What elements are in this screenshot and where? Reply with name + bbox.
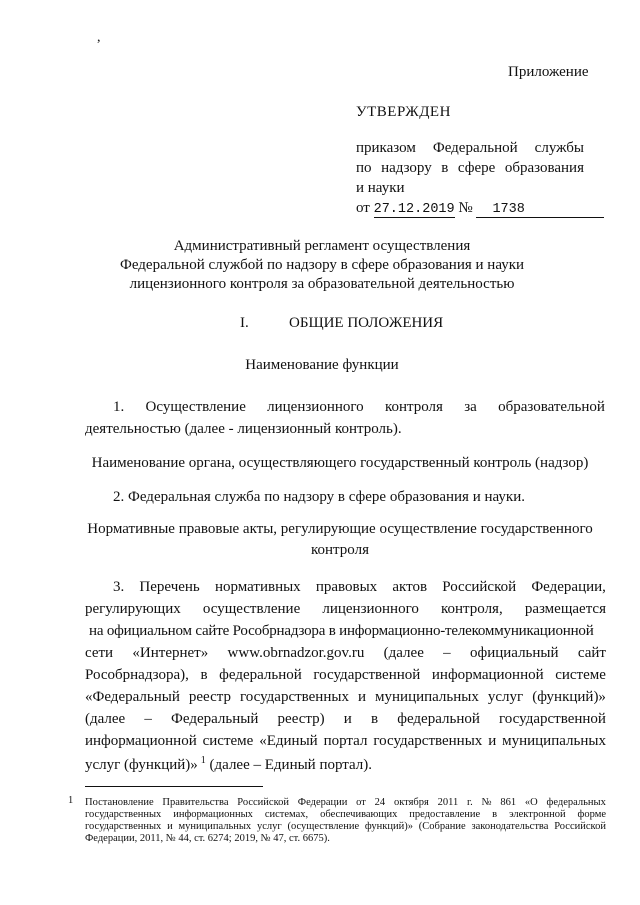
order-word: надзору: [381, 160, 432, 176]
order-date: 27.12.2019: [373, 202, 455, 217]
word: контроля,: [440, 601, 503, 617]
word: Федерации: [297, 797, 348, 808]
word: и: [357, 689, 366, 705]
word: государственных: [85, 821, 162, 832]
word: (осуществление: [287, 821, 360, 832]
word: муниципальных: [502, 733, 606, 749]
footnote-reference: 1: [200, 755, 206, 766]
word: и: [167, 821, 173, 832]
word: Федерации,: [531, 579, 606, 595]
word: реестр): [277, 711, 325, 727]
number-sign: №: [458, 200, 473, 216]
word: государственных: [239, 689, 349, 705]
word: электронной: [509, 809, 566, 820]
word: –: [443, 645, 451, 661]
word: информационной: [431, 667, 544, 683]
subheading-function-name: Наименование функции: [245, 357, 399, 373]
word: Постановление: [85, 797, 154, 808]
word: портал: [323, 733, 368, 749]
from-label: от: [356, 200, 370, 216]
word: г.: [467, 797, 473, 808]
word: информационной: [85, 733, 197, 749]
word: Российской: [237, 797, 290, 808]
word: «О: [524, 797, 538, 808]
section-number: I.: [240, 315, 249, 331]
para3-line-3: на официальном сайте Рособрнадзора в информационно-телекоммуникационной: [89, 623, 594, 639]
para3-line-1: [113, 579, 606, 596]
word: контроля: [384, 399, 443, 415]
para1-line-1: [113, 399, 605, 416]
footnote-line-2: [85, 809, 606, 821]
para3-line-6: [85, 689, 606, 706]
text-run: (далее – Единый портал).: [205, 757, 373, 773]
order-line-3: и науки: [356, 180, 405, 196]
word: государственных: [373, 733, 483, 749]
word: (Собрание: [418, 821, 466, 832]
word: –: [144, 711, 152, 727]
para3-line-4: [85, 645, 606, 662]
doc-title-line-3: лицензионного контроля за образовательной деятельностью: [129, 276, 515, 292]
word: «Единый: [259, 733, 318, 749]
scan-speck: ,: [97, 30, 101, 45]
order-date-line: [356, 200, 586, 218]
footnote-separator: [85, 786, 263, 787]
word: государственной: [499, 711, 606, 727]
word: реестр: [188, 689, 231, 705]
word: за: [464, 399, 477, 415]
appendix-label: Приложение: [508, 64, 589, 80]
word: осуществление: [202, 601, 301, 617]
word: и: [488, 733, 497, 749]
word: регулирующих: [85, 601, 181, 617]
section-title: ОБЩИЕ ПОЛОЖЕНИЯ: [289, 315, 444, 331]
website-url: www.obrnadzor.gov.ru: [227, 645, 365, 661]
word: информационных: [173, 809, 253, 820]
word: услуг: [487, 689, 524, 705]
approved-label: УТВЕРЖДЕН: [356, 104, 451, 120]
word: лицензионного: [322, 601, 419, 617]
word: в: [370, 711, 379, 727]
para1-line-2: деятельностью (далее - лицензионный контроль).: [85, 421, 402, 437]
word: муниципальных: [178, 821, 252, 832]
word: №: [481, 797, 492, 808]
word: (далее: [85, 711, 126, 727]
word: системе: [555, 667, 606, 683]
word: (функций)»: [532, 689, 606, 705]
word: Перечень: [139, 579, 200, 595]
word: и: [343, 711, 352, 727]
word: сети: [85, 645, 114, 661]
word: официальный: [469, 645, 559, 661]
word: муниципальных: [375, 689, 479, 705]
word: Российской: [442, 579, 517, 595]
footnote-line-4: Федерации, 2011, № 44, ст. 6274; 2019, № 47, ст. 6675).: [85, 833, 330, 844]
subheading-legal-acts-line-1: Нормативные правовые акты, регулирующие осуществление государственного: [87, 521, 593, 537]
word: сайт: [577, 645, 606, 661]
word: предоставление: [409, 809, 481, 820]
subheading-authority: Наименование органа, осуществляющего государственный контроль (надзор): [91, 455, 589, 471]
word: октября: [393, 797, 429, 808]
word: «Интернет»: [132, 645, 209, 661]
word: 2011: [437, 797, 459, 808]
order-line-1: [356, 140, 584, 157]
doc-title-line-1: Административный регламент осуществления: [173, 238, 471, 254]
word: функций)»: [364, 821, 414, 832]
word: системе: [202, 733, 254, 749]
word: в: [200, 667, 208, 683]
footnote-mark: 1: [68, 795, 74, 806]
order-word: в: [441, 160, 449, 176]
word: 1.: [113, 399, 125, 415]
word: Российской: [554, 821, 606, 832]
word: форме: [577, 809, 606, 820]
word: законодательства: [471, 821, 549, 832]
word: Рособрнадзора),: [85, 667, 189, 683]
order-number: 1738: [476, 202, 604, 218]
order-word: сфере: [457, 160, 496, 176]
word: 24: [374, 797, 386, 808]
word: от: [356, 797, 366, 808]
word: государственной: [313, 667, 421, 683]
para3-line-5: [85, 667, 606, 684]
doc-title-line-2: Федеральной службой по надзору в сфере образования и науки: [119, 257, 525, 273]
word: федеральных: [546, 797, 606, 808]
word: правовых: [315, 579, 378, 595]
subheading-legal-acts-line-2: контроля: [311, 542, 369, 558]
footnote-line-3: [85, 821, 606, 833]
word: 861: [500, 797, 517, 808]
order-word: Федеральной: [432, 140, 518, 156]
para2: 2. Федеральная служба по надзору в сфере образования и науки.: [113, 489, 525, 505]
order-word: службы: [534, 140, 584, 156]
order-word: по: [356, 160, 372, 176]
word: в: [492, 809, 498, 820]
word: обеспечивающих: [320, 809, 398, 820]
word: 3.: [113, 579, 125, 595]
word: нормативных: [214, 579, 301, 595]
word: Федеральный: [171, 711, 259, 727]
word: федеральной: [219, 667, 302, 683]
word: образовательной: [498, 399, 605, 415]
word: государственных: [85, 809, 162, 820]
word: Осуществление: [145, 399, 246, 415]
word: системах,: [264, 809, 309, 820]
word: услуг: [256, 821, 282, 832]
word: актов: [392, 579, 428, 595]
para3-line-2: [85, 601, 606, 618]
word: Правительства: [162, 797, 229, 808]
word: федеральной: [397, 711, 480, 727]
word: лицензионного: [267, 399, 364, 415]
para3-line-7: [85, 711, 606, 728]
para3-line-8: [85, 733, 606, 750]
word: «Федеральный: [85, 689, 180, 705]
text-run: услуг (функций)»: [85, 757, 198, 773]
order-word: приказом: [356, 140, 416, 156]
footnote-line-1: [85, 797, 606, 809]
para3-line-9: [85, 755, 372, 774]
word: (далее: [383, 645, 424, 661]
word: размещается: [524, 601, 606, 617]
order-line-2: [356, 160, 584, 177]
order-word: образования: [504, 160, 584, 176]
